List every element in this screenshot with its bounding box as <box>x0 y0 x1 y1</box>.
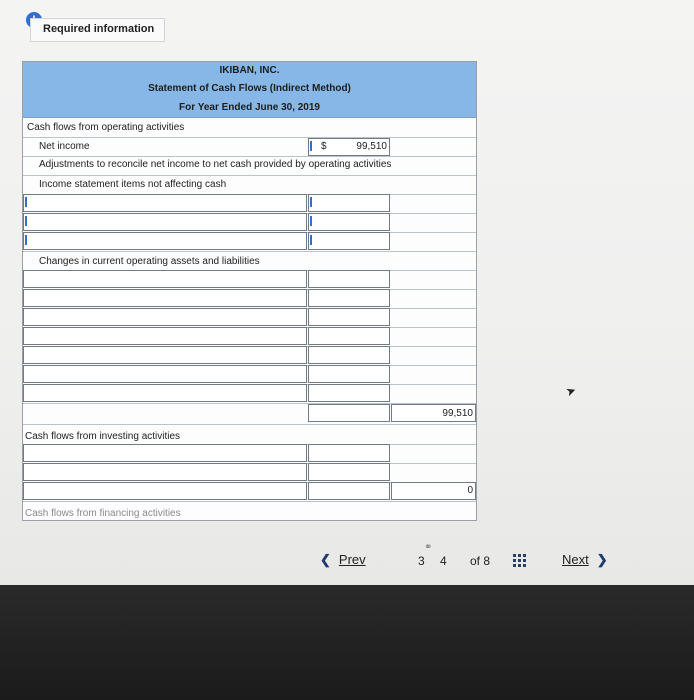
operating-section-label: Cash flows from operating activities <box>27 122 185 133</box>
page-prev-number[interactable]: 3 <box>418 554 425 568</box>
operating-total-value-cell <box>391 404 476 422</box>
prev-button[interactable] <box>320 552 366 568</box>
current-change-entry-row <box>23 308 476 328</box>
current-change-entry-row <box>23 384 476 404</box>
current-change-amount-input[interactable] <box>308 308 390 326</box>
current-change-description-input[interactable] <box>23 384 307 402</box>
current-change-description-input[interactable] <box>23 270 307 288</box>
investing-description-input[interactable] <box>23 482 307 500</box>
investing-section-label: Cash flows from investing activities <box>25 431 181 442</box>
page-current-number[interactable]: 4 <box>440 554 447 568</box>
prev-label: Prev <box>338 552 366 567</box>
income-item-amount-input[interactable] <box>308 194 390 212</box>
net-income-currency: $ <box>321 141 327 152</box>
operating-total-row <box>23 403 476 425</box>
income-item-amount-input[interactable] <box>308 213 390 231</box>
net-income-label: Net income <box>39 141 90 152</box>
current-change-entry-row <box>23 365 476 385</box>
required-information-title: Required information <box>43 23 155 35</box>
current-change-description-input[interactable] <box>23 289 307 307</box>
adjustments-label: Adjustments to reconcile net income to net cash provided by operating activities <box>39 159 392 170</box>
income-item-description-input[interactable] <box>23 194 307 212</box>
statement-title: Statement of Cash Flows (Indirect Method) <box>23 80 476 98</box>
link-icon: ⚭ <box>424 542 433 553</box>
operating-total-value: 99,510 <box>442 408 473 419</box>
investing-description-input[interactable] <box>23 444 307 462</box>
financing-section-label: Cash flows from financing activities <box>25 508 181 519</box>
net-income-value: 99,510 <box>356 141 387 152</box>
net-income-row <box>23 137 476 157</box>
current-changes-row <box>23 251 476 271</box>
mouse-cursor-icon: ➤ <box>563 382 579 400</box>
operating-section-row <box>23 118 476 138</box>
question-navigation <box>0 540 694 580</box>
income-item-entry-row <box>23 213 476 233</box>
current-change-entry-row <box>23 289 476 309</box>
current-change-description-input[interactable] <box>23 327 307 345</box>
financing-section-row <box>23 501 476 521</box>
current-change-amount-input[interactable] <box>308 289 390 307</box>
current-change-entry-row <box>23 346 476 366</box>
current-change-amount-input[interactable] <box>308 327 390 345</box>
next-button[interactable] <box>562 552 608 568</box>
adjustments-row <box>23 156 476 176</box>
investing-entry-row <box>23 444 476 464</box>
chevron-right-icon: ❯ <box>596 552 608 567</box>
investing-entry-row <box>23 482 476 502</box>
grid-icon[interactable] <box>513 554 527 568</box>
investing-entry-row <box>23 463 476 483</box>
current-change-entry-row <box>23 327 476 347</box>
current-change-description-input[interactable] <box>23 308 307 326</box>
income-item-entry-row <box>23 232 476 252</box>
investing-description-input[interactable] <box>23 463 307 481</box>
investing-amount-input[interactable] <box>308 482 390 500</box>
device-bezel <box>0 585 694 700</box>
current-change-description-input[interactable] <box>23 346 307 364</box>
investing-total-cell <box>391 482 476 500</box>
current-change-description-input[interactable] <box>23 365 307 383</box>
current-change-amount-input[interactable] <box>308 270 390 288</box>
net-income-input[interactable] <box>308 138 390 156</box>
chevron-left-icon: ❮ <box>320 552 331 567</box>
page-total: of 8 <box>470 554 491 568</box>
investing-section-row <box>23 424 476 445</box>
investing-amount-input[interactable] <box>308 463 390 481</box>
operating-total-spacer <box>308 404 390 422</box>
required-information-header <box>30 18 165 42</box>
income-items-label: Income statement items not affecting cash <box>39 179 227 190</box>
income-items-row <box>23 175 476 195</box>
current-change-entry-row <box>23 270 476 290</box>
current-change-amount-input[interactable] <box>308 384 390 402</box>
income-item-description-input[interactable] <box>23 232 307 250</box>
investing-total-value: 0 <box>467 485 473 496</box>
statement-period: For Year Ended June 30, 2019 <box>23 98 476 118</box>
company-name: IKIBAN, INC. <box>23 62 476 80</box>
investing-amount-input[interactable] <box>308 444 390 462</box>
current-change-amount-input[interactable] <box>308 365 390 383</box>
income-item-description-input[interactable] <box>23 213 307 231</box>
income-item-amount-input[interactable] <box>308 232 390 250</box>
income-item-entry-row <box>23 194 476 214</box>
cash-flow-statement-table <box>22 61 477 521</box>
next-label: Next <box>562 552 589 567</box>
current-change-amount-input[interactable] <box>308 346 390 364</box>
current-changes-label: Changes in current operating assets and liabilities <box>39 256 260 267</box>
